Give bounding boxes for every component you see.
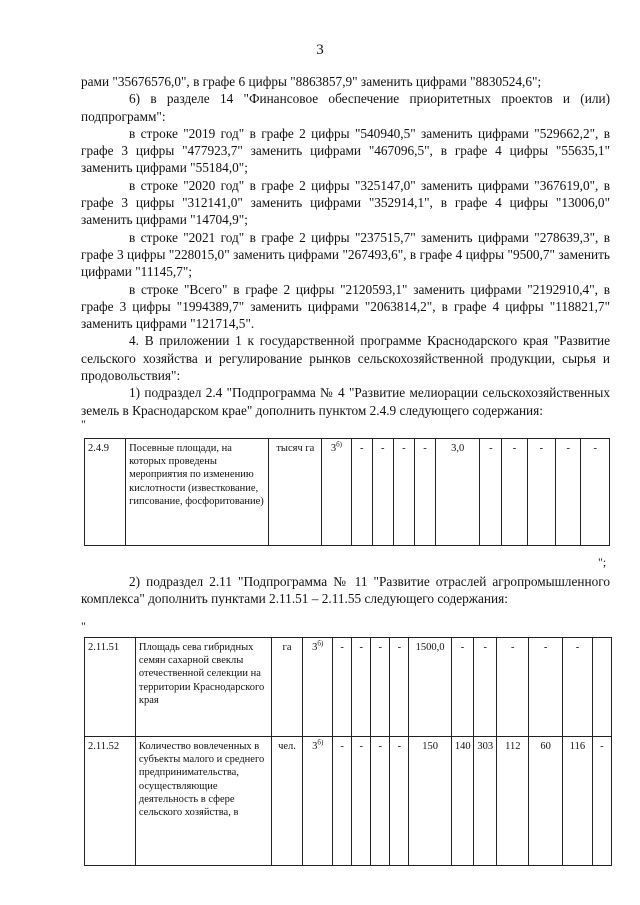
indicator-name: Площадь сева гибридных семян сахарной свеклы отечественной селекции на территории Краснодарского края — [135, 638, 271, 737]
value-cell: - — [502, 439, 527, 546]
paragraph: рами "35676576,0", в графе 6 цифры "8863857,9" заменить цифрами "8830524,6"; — [81, 74, 542, 89]
value-cell: 116 — [563, 737, 593, 866]
indicator-name: Количество вовлеченных в субъекты малого и среднего предпринимательства, осуществляющие деятельность в сфере сельского хозяйства, в — [135, 737, 271, 866]
value-cell: - — [563, 638, 593, 737]
value-cell: - — [333, 638, 352, 737]
unit-cell: чел. — [271, 737, 303, 866]
unit-cell: тысяч га — [269, 439, 322, 546]
paragraph: 1) подраздел 2.4 "Подпрограмма № 4 "Развитие мелиорации сельскохозяйственных земель в Краснодарском крае" дополнить пунктом 2.4.9 следующего содержания: — [81, 385, 610, 418]
body-text-2 — [81, 573, 610, 608]
value-cell: - — [527, 439, 555, 546]
value-cell: 140 — [451, 737, 473, 866]
value-cell: - — [333, 737, 352, 866]
close-quote: "; — [598, 555, 607, 569]
value-cell: - — [351, 439, 372, 546]
status-cell: $3^{б)}$ — [322, 439, 352, 546]
table-subprogram-11 — [84, 637, 612, 866]
value-cell: 1500,0 — [409, 638, 451, 737]
value-cell: - — [372, 439, 393, 546]
value-cell — [592, 638, 611, 737]
table-row — [85, 737, 612, 866]
paragraph: в строке "2020 год" в графе 2 цифры "325147,0" заменить цифрами "367619,0", в графе 3 цифры "312141,0" заменить цифрами "352914,1", в графе 4 цифры "13006,0" заменить цифрами "14704,9"; — [81, 177, 610, 228]
value-cell: - — [474, 638, 497, 737]
paragraph: в строке "Всего" в графе 2 цифры "2120593,1" заменить цифрами "2192910,4", в графе 3 цифры "1994389,7" заменить цифрами "2063814,2", в графе 4 цифры "118821,7" заменить цифрами "121714,5". — [81, 281, 610, 332]
value-cell: 60 — [529, 737, 563, 866]
value-cell: - — [371, 638, 390, 737]
table-row — [85, 638, 612, 737]
table-row — [85, 439, 610, 546]
paragraph: 6) в разделе 14 "Финансовое обеспечение приоритетных проектов и (или) подпрограмм": — [81, 91, 610, 124]
value-cell: - — [581, 439, 610, 546]
row-number: 2.11.51 — [85, 638, 136, 737]
value-cell: - — [529, 638, 563, 737]
status-cell: $3^{б)}$ — [303, 737, 333, 866]
value-cell: - — [451, 638, 473, 737]
paragraph: в строке "2019 год" в графе 2 цифры "540940,5" заменить цифрами "529662,2", в графе 3 цифры "477923,7" заменить цифрами "467096,5", в графе 4 цифры "55635,1" заменить цифрами "55184,0"; — [81, 125, 610, 176]
value-cell: - — [480, 439, 502, 546]
value-cell: 303 — [474, 737, 497, 866]
page-number: 3 — [316, 42, 324, 58]
value-cell: - — [592, 737, 611, 866]
value-cell: - — [390, 638, 409, 737]
value-cell: 112 — [497, 737, 529, 866]
value-cell: 3,0 — [436, 439, 480, 546]
value-cell: 150 — [409, 737, 451, 866]
value-cell: - — [371, 737, 390, 866]
value-cell: - — [352, 737, 371, 866]
open-quote: " — [81, 417, 86, 431]
value-cell: - — [556, 439, 581, 546]
value-cell: - — [393, 439, 414, 546]
value-cell: - — [497, 638, 529, 737]
paragraph: в строке "2021 год" в графе 2 цифры "237515,7" заменить цифрами "278639,3", в графе 3 цифры "228015,0" заменить цифрами "267493,6", в графе 4 цифры "9500,7" заменить цифрами "11145,7"; — [81, 229, 610, 280]
row-number: 2.11.52 — [85, 737, 136, 866]
table-subprogram-4 — [84, 438, 610, 546]
status-cell: $3^{б)}$ — [303, 638, 333, 737]
value-cell: - — [414, 439, 435, 546]
value-cell: - — [390, 737, 409, 866]
value-cell: - — [352, 638, 371, 737]
paragraph: 4. В приложении 1 к государственной программе Краснодарского края "Развитие сельского хозяйства и регулирование рынков сельскохозяйственной продукции, сырья и продовольствия": — [81, 333, 610, 384]
unit-cell: га — [271, 638, 303, 737]
body-text — [81, 73, 610, 419]
indicator-name: Посевные площади, на которых проведены мероприятия по изменению кислотности (известкование, гипсование, фосфоритование) — [126, 439, 269, 546]
paragraph: 2) подраздел 2.11 "Подпрограмма № 11 "Развитие отраслей агропромышленного комплекса" дополнить пунктами 2.11.51 – 2.11.55 следующего содержания: — [81, 574, 610, 607]
open-quote: " — [81, 619, 86, 633]
row-number: 2.4.9 — [85, 439, 126, 546]
